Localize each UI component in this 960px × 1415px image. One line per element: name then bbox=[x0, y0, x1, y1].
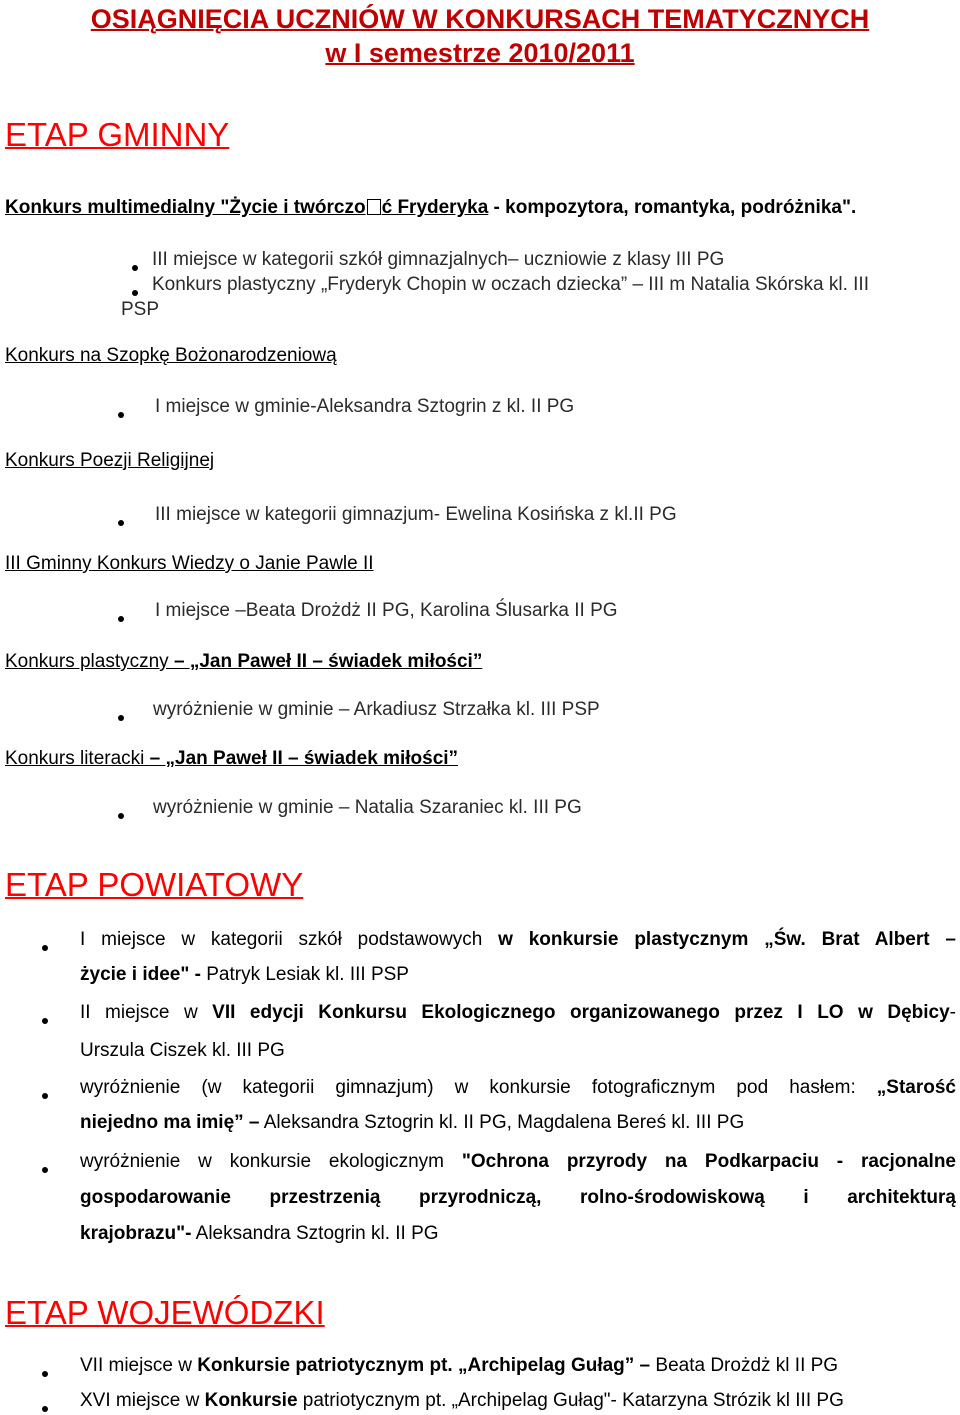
literacki-contest-heading: Konkurs literacki – „Jan Paweł II – świadek miłości” bbox=[5, 748, 459, 769]
missing-glyph bbox=[367, 199, 381, 215]
list-item: wyróżnienie w gminie – Arkadiusz Strzałka kl. III PSP bbox=[153, 699, 600, 720]
bullet-icon bbox=[42, 1167, 48, 1173]
bullet-icon bbox=[42, 1093, 48, 1099]
bullet-icon bbox=[118, 616, 124, 622]
bullet-icon bbox=[42, 945, 48, 951]
list-item-continuation: gospodarowanie przestrzenią przyrodniczą, rolno-środowiskową i architekturą bbox=[80, 1187, 956, 1208]
etap-wojewodzki-heading: ETAP WOJEWÓDZKI bbox=[5, 1294, 325, 1331]
document-title-line2: w I semestrze 2010/2011 bbox=[325, 38, 635, 68]
list-item-continuation: krajobrazu"- Aleksandra Sztogrin kl. II PG bbox=[80, 1223, 439, 1244]
plastyczny-contest-heading: Konkurs plastyczny – „Jan Paweł II – świadek miłości” bbox=[5, 651, 483, 672]
multimedia-contest-heading: Konkurs multimedialny "Życie i twórczo ć Fryderyka - kompozytora, romantyka, podróżnika". bbox=[5, 197, 857, 218]
list-item-continuation: PSP bbox=[121, 299, 160, 320]
list-item: III miejsce w kategorii szkół gimnazjalnych– uczniowie z klasy III PG bbox=[152, 249, 725, 270]
bullet-icon bbox=[118, 715, 124, 721]
list-item: wyróżnienie w gminie – Natalia Szaraniec kl. III PG bbox=[153, 797, 582, 818]
list-item: I miejsce w gminie-Aleksandra Sztogrin z kl. II PG bbox=[155, 396, 575, 417]
bullet-icon bbox=[118, 412, 124, 418]
list-item: wyróżnienie w konkursie ekologicznym "Ochrona przyrody na Podkarpaciu - racjonalne bbox=[80, 1151, 956, 1172]
bullet-icon bbox=[42, 1406, 48, 1412]
etap-powiatowy-heading: ETAP POWIATOWY bbox=[5, 866, 304, 903]
szopka-contest-heading: Konkurs na Szopkę Bożonarodzeniową bbox=[5, 345, 337, 366]
bullet-icon bbox=[42, 1018, 48, 1024]
list-item: I miejsce –Beata Drożdż II PG, Karolina Ślusarka II PG bbox=[155, 600, 618, 621]
list-item: III miejsce w kategorii gimnazjum- Ewelina Kosińska z kl.II PG bbox=[155, 504, 677, 525]
document-title-line1: OSIĄGNIĘCIA UCZNIÓW W KONKURSACH TEMATYCZNYCH bbox=[90, 4, 870, 34]
list-item-continuation: niejedno ma imię” – Aleksandra Sztogrin kl. II PG, Magdalena Bereś kl. III PG bbox=[80, 1112, 745, 1133]
list-item-continuation: Urszula Ciszek kl. III PG bbox=[80, 1040, 285, 1061]
poezja-contest-heading: Konkurs Poezji Religijnej bbox=[5, 450, 215, 471]
bullet-icon bbox=[42, 1371, 48, 1377]
bullet-icon bbox=[118, 520, 124, 526]
list-item: Konkurs plastyczny „Fryderyk Chopin w oczach dziecka” – III m Natalia Skórska kl. III bbox=[152, 274, 869, 295]
bullet-icon bbox=[132, 290, 138, 296]
list-item: wyróżnienie (w kategorii gimnazjum) w konkursie fotograficznym pod hasłem: „Starość bbox=[80, 1077, 956, 1098]
list-item: II miejsce w VII edycji Konkursu Ekologicznego organizowanego przez I LO w Dębicy- bbox=[80, 1002, 956, 1023]
list-item: XVI miejsce w Konkursie patriotycznym pt. „Archipelag Gułag"- Katarzyna Strózik kl III PG bbox=[80, 1390, 844, 1411]
bullet-icon bbox=[132, 265, 138, 271]
wiedza-contest-heading: III Gminny Konkurs Wiedzy o Janie Pawle II bbox=[5, 553, 374, 574]
list-item: VII miejsce w Konkursie patriotycznym pt. „Archipelag Gułag” – Beata Drożdż kl II PG bbox=[80, 1355, 839, 1376]
list-item: I miejsce w kategorii szkół podstawowych w konkursie plastycznym „Św. Brat Albert – bbox=[80, 929, 956, 950]
etap-gminny-heading: ETAP GMINNY bbox=[5, 116, 230, 153]
list-item-continuation: życie i idee" - Patryk Lesiak kl. III PSP bbox=[80, 964, 409, 985]
bullet-icon bbox=[118, 813, 124, 819]
